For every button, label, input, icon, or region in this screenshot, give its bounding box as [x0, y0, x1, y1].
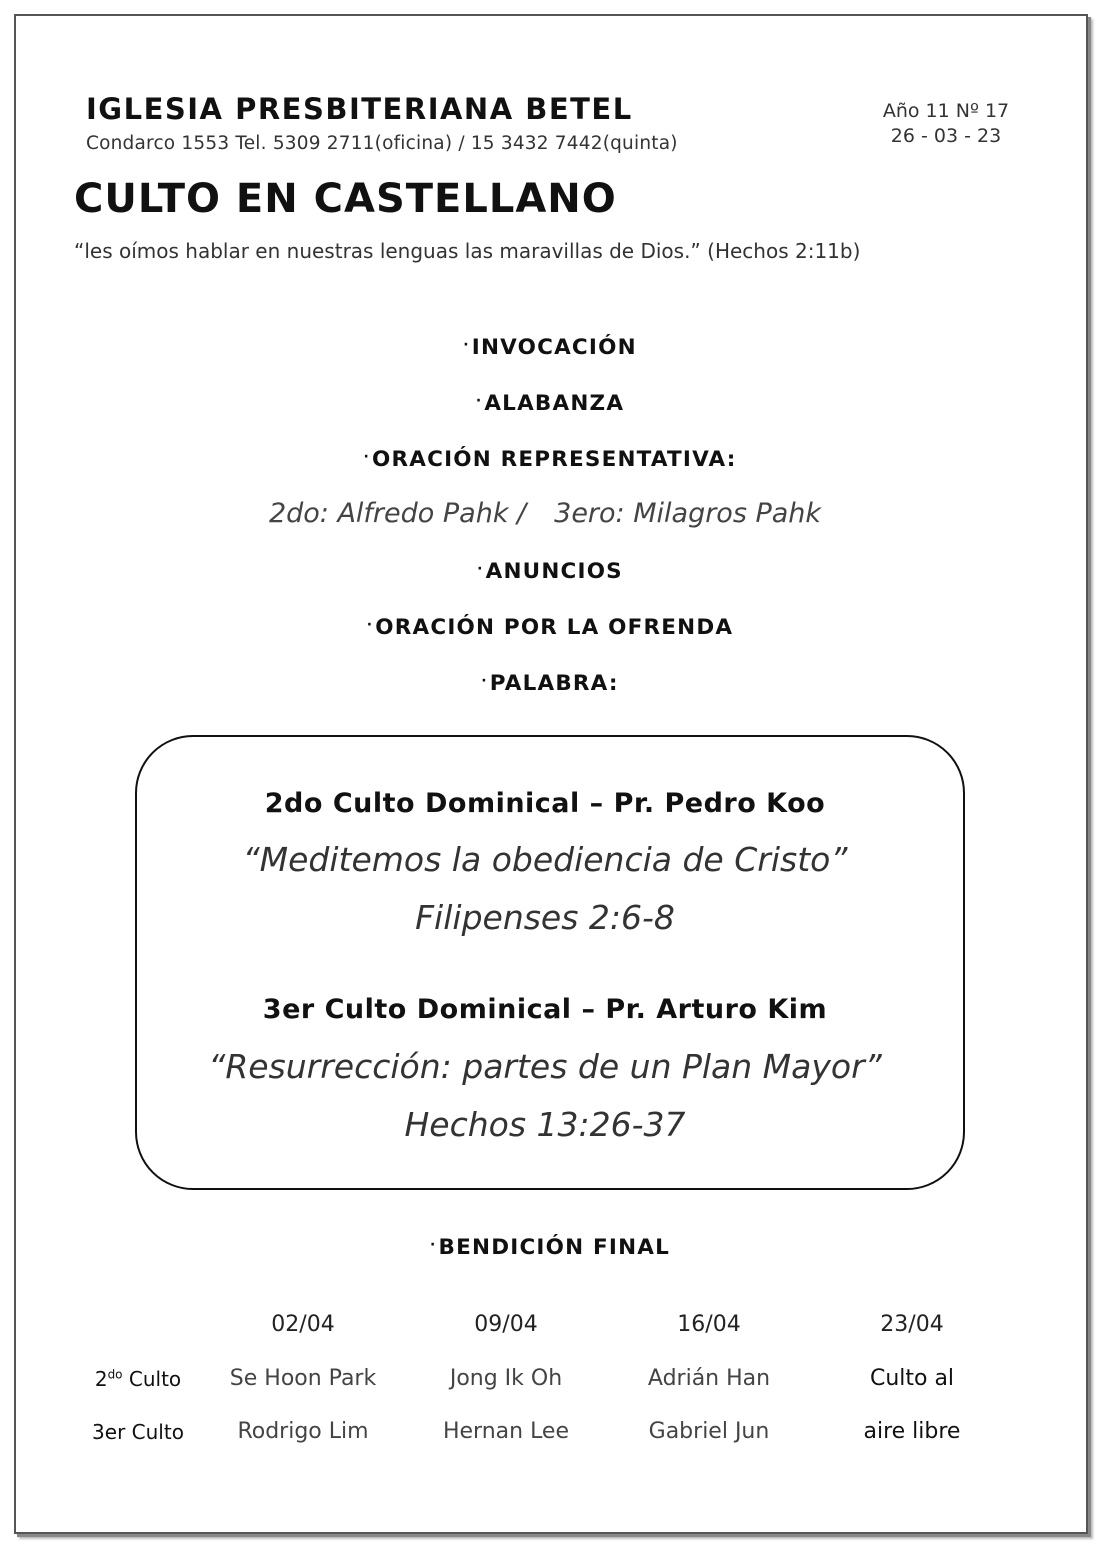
schedule-row-label-3er: 3er Culto — [92, 1420, 184, 1444]
prayer-2do: 2do: Alfredo Pahk / — [268, 498, 527, 529]
sermon-3er-heading: 3er Culto Dominical – Pr. Arturo Kim — [262, 994, 828, 1025]
bullet: · — [430, 1237, 437, 1253]
schedule-date: 02/04 — [271, 1312, 335, 1337]
bullet: · — [475, 393, 483, 409]
schedule-date: 23/04 — [880, 1312, 944, 1337]
bullet: · — [463, 337, 470, 353]
bullet: · — [366, 617, 374, 633]
service-title: CULTO EN CASTELLANO — [74, 176, 617, 222]
schedule-cell: Rodrigo Lim — [237, 1419, 369, 1444]
order-palabra — [0, 671, 1100, 696]
sermon-2do-title: “Meditemos la obediencia de Cristo” — [242, 840, 848, 879]
prayer-names — [0, 498, 1090, 529]
schedule-cell: Hernan Lee — [442, 1419, 570, 1444]
order-label: BENDICIÓN FINAL — [438, 1235, 670, 1260]
schedule-date: 16/04 — [677, 1312, 741, 1337]
order-label: INVOCACIÓN — [471, 335, 637, 360]
order-label: ANUNCIOS — [485, 559, 623, 584]
order-oracion-ofrenda — [0, 615, 1100, 640]
order-label: ORACIÓN POR LA OFRENDA — [375, 615, 734, 640]
bullet: · — [477, 561, 484, 577]
order-alabanza — [0, 391, 1100, 416]
schedule-cell: Adrián Han — [647, 1366, 771, 1391]
schedule-date: 09/04 — [474, 1312, 538, 1337]
sermon-3er-passage: Hechos 13:26-37 — [404, 1105, 686, 1144]
sermon-2do-heading: 2do Culto Dominical – Pr. Pedro Koo — [264, 788, 826, 819]
issue-number: Año 11 Nº 17 — [882, 100, 1010, 122]
schedule-cell: Culto al — [869, 1366, 955, 1391]
order-bendicion — [0, 1235, 1100, 1260]
bullet: · — [481, 673, 488, 689]
schedule-cell: aire libre — [863, 1419, 961, 1444]
prayer-3ero: 3ero: Milagros Pahk — [554, 498, 822, 529]
church-name: IGLESIA PRESBITERIANA BETEL — [86, 92, 633, 126]
schedule-row-label-2do: $2^{do}$ Culto — [94, 1367, 182, 1391]
order-oracion-representativa — [0, 447, 1100, 472]
sermon-2do-passage: Filipenses 2:6-8 — [415, 898, 675, 937]
issue-date: 26 - 03 - 23 — [890, 125, 1002, 147]
schedule-cell: Se Hoon Park — [229, 1366, 377, 1391]
church-address: Condarco 1553 Tel. 5309 2711(oficina) / 15 3432 7442(quinta) — [86, 133, 678, 154]
issue-info — [876, 99, 1016, 149]
order-invocacion — [0, 335, 1100, 360]
order-label: ORACIÓN REPRESENTATIVA: — [372, 447, 737, 472]
order-label: ALABANZA — [484, 391, 625, 416]
schedule-cell: Gabriel Jun — [648, 1419, 770, 1444]
order-anuncios — [0, 559, 1100, 584]
sermon-3er-title: “Resurrección: partes de un Plan Mayor” — [208, 1047, 882, 1086]
order-label: PALABRA: — [489, 671, 619, 696]
schedule-cell: Jong Ik Oh — [449, 1366, 563, 1391]
bullet: · — [363, 449, 371, 465]
bible-quote: “les oímos hablar en nuestras lenguas las maravillas de Dios.” (Hechos 2:11b) — [74, 239, 861, 263]
